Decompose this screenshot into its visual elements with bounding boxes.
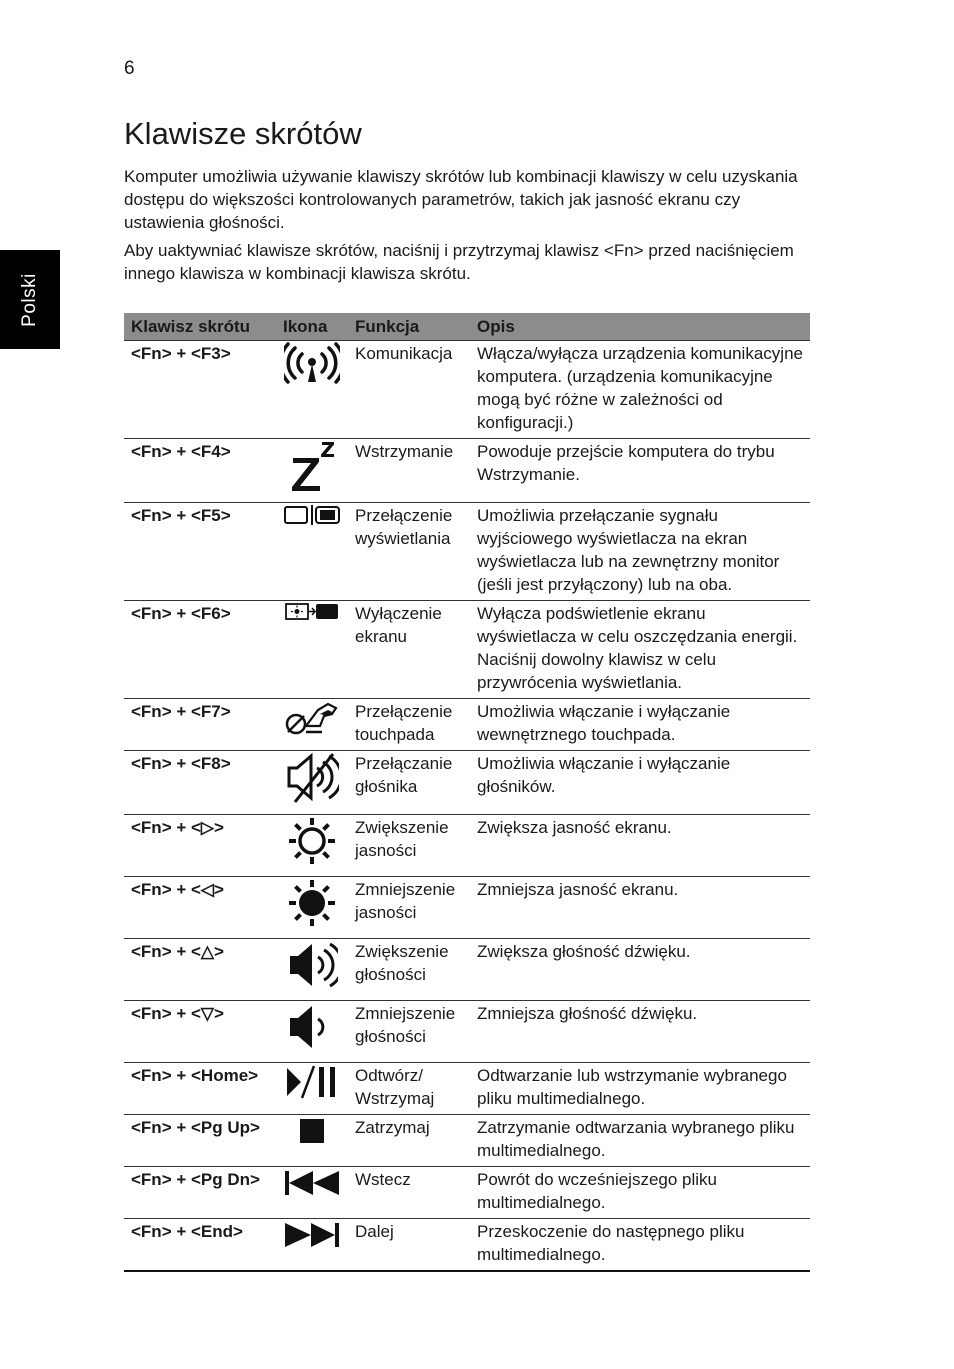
table-header-row: [124, 313, 810, 341]
function-cell: Komunikacja: [348, 341, 470, 439]
description-cell: Zwiększa jasność ekranu.: [470, 815, 810, 877]
hotkey-cell: <Fn> + <▽>: [124, 1001, 276, 1063]
table-row: [124, 439, 810, 503]
hotkey-cell: <Fn> + <F4>: [124, 439, 276, 503]
description-cell: Zmniejsza jasność ekranu.: [470, 877, 810, 939]
hotkey-cell: <Fn> + <F8>: [124, 751, 276, 815]
hotkey-cell: <Fn> + <F6>: [124, 601, 276, 699]
speaker-toggle-icon: [285, 752, 339, 804]
table-row: [124, 815, 810, 877]
icon-cell: [276, 1115, 348, 1167]
table-row: [124, 751, 810, 815]
column-header-description: Opis: [470, 313, 810, 341]
description-cell: Przeskoczenie do następnego pliku multimedialnego.: [470, 1219, 810, 1272]
function-cell: Zwiększenie głośności: [348, 939, 470, 1001]
table-row: [124, 877, 810, 939]
description-cell: Wyłącza podświetlenie ekranu wyświetlacza w celu oszczędzania energii. Naciśnij dowolny klawisz w celu przywrócenia wyświetlania.: [470, 601, 810, 699]
brightness-up-icon: [286, 816, 338, 866]
volume-up-icon: [286, 940, 338, 990]
intro-paragraph-1: Komputer umożliwia używanie klawiszy skrótów lub kombinacji klawiszy w celu uzyskania dostępu do większości kontrolowanych parametrów, takich jak jasność ekranu czy ustawienia głośności.: [124, 167, 798, 232]
table-row: [124, 699, 810, 751]
hotkey-cell: <Fn> + <◁>: [124, 877, 276, 939]
hotkey-cell: <Fn> + <Home>: [124, 1063, 276, 1115]
function-cell: Dalej: [348, 1219, 470, 1272]
function-cell: Odtwórz/ Wstrzymaj: [348, 1063, 470, 1115]
table-row: [124, 341, 810, 439]
display-off-icon: [284, 602, 340, 622]
brightness-down-icon: [286, 878, 338, 928]
function-cell: Zatrzymaj: [348, 1115, 470, 1167]
icon-cell: [276, 939, 348, 1001]
function-cell: Zwiększenie jasności: [348, 815, 470, 877]
icon-cell: [276, 751, 348, 815]
previous-track-icon: [283, 1168, 341, 1198]
hotkey-cell: <Fn> + <End>: [124, 1219, 276, 1272]
hotkey-cell: <Fn> + <F7>: [124, 699, 276, 751]
language-label: Polski: [19, 272, 40, 327]
touchpad-toggle-icon: [284, 700, 340, 736]
function-cell: Zmniejszenie jasności: [348, 877, 470, 939]
next-track-icon: [283, 1220, 341, 1250]
description-cell: Włącza/wyłącza urządzenia komunikacyjne komputera. (urządzenia komunikacyjne mogą być różne w zależności od konfiguracji.): [470, 341, 810, 439]
column-header-icon: Ikona: [276, 313, 348, 341]
description-cell: Zwiększa głośność dźwięku.: [470, 939, 810, 1001]
function-cell: Zmniejszenie głośności: [348, 1001, 470, 1063]
description-cell: Zmniejsza głośność dźwięku.: [470, 1001, 810, 1063]
icon-cell: [276, 1219, 348, 1272]
icon-cell: [276, 439, 348, 503]
volume-down-icon: [286, 1002, 338, 1052]
description-cell: Odtwarzanie lub wstrzymanie wybranego pliku multimedialnego.: [470, 1063, 810, 1115]
display-toggle-icon: [283, 504, 341, 526]
icon-cell: [276, 815, 348, 877]
function-cell: Wstecz: [348, 1167, 470, 1219]
language-side-tab: [0, 250, 60, 349]
icon-cell: [276, 1001, 348, 1063]
table-row: [124, 1167, 810, 1219]
icon-cell: [276, 1063, 348, 1115]
table-row: [124, 503, 810, 601]
stop-icon: [297, 1116, 327, 1146]
icon-cell: [276, 699, 348, 751]
icon-cell: [276, 877, 348, 939]
icon-cell: [276, 1167, 348, 1219]
column-header-function: Funkcja: [348, 313, 470, 341]
intro-paragraph-2: Aby uaktywniać klawisze skrótów, naciśnij i przytrzymaj klawisz <Fn> przed naciśnięciem innego klawisza w kombinacji klawisza skrótu.: [124, 241, 794, 283]
description-cell: Umożliwia włączanie i wyłączanie wewnętrznego touchpada.: [470, 699, 810, 751]
hotkey-table: [124, 313, 810, 1272]
description-cell: Umożliwia przełączanie sygnału wyjściowego wyświetlacza na ekran wyświetlacza lub na zewnętrzny monitor (jeśli jest przyłączony) lub na oba.: [470, 503, 810, 601]
table-row: [124, 1001, 810, 1063]
description-cell: Umożliwia włączanie i wyłączanie głośników.: [470, 751, 810, 815]
table-row: [124, 601, 810, 699]
hotkey-cell: <Fn> + <▷>: [124, 815, 276, 877]
page-number: 6: [124, 58, 135, 79]
hotkey-cell: <Fn> + <△>: [124, 939, 276, 1001]
function-cell: Wstrzymanie: [348, 439, 470, 503]
hotkey-cell: <Fn> + <Pg Dn>: [124, 1167, 276, 1219]
function-cell: Przełączenie touchpada: [348, 699, 470, 751]
icon-cell: [276, 601, 348, 699]
hotkey-cell: <Fn> + <F5>: [124, 503, 276, 601]
page-title: Klawisze skrótów: [124, 116, 362, 151]
hotkey-cell: <Fn> + <F3>: [124, 341, 276, 439]
description-cell: Powrót do wcześniejszego pliku multimedialnego.: [470, 1167, 810, 1219]
description-cell: Powoduje przejście komputera do trybu Wstrzymanie.: [470, 439, 810, 503]
table-row: [124, 1219, 810, 1272]
table-row: [124, 939, 810, 1001]
table-row: [124, 1115, 810, 1167]
function-cell: Przełączanie głośnika: [348, 751, 470, 815]
sleep-icon: [289, 440, 335, 492]
icon-cell: [276, 503, 348, 601]
icon-cell: [276, 341, 348, 439]
column-header-key: Klawisz skrótu: [124, 313, 276, 341]
function-cell: Wyłączenie ekranu: [348, 601, 470, 699]
function-cell: Przełączenie wyświetlania: [348, 503, 470, 601]
table-row: [124, 1063, 810, 1115]
hotkey-cell: <Fn> + <Pg Up>: [124, 1115, 276, 1167]
wireless-communication-icon: [284, 342, 340, 386]
description-cell: Zatrzymanie odtwarzania wybranego pliku multimedialnego.: [470, 1115, 810, 1167]
play-pause-icon: [284, 1064, 340, 1100]
